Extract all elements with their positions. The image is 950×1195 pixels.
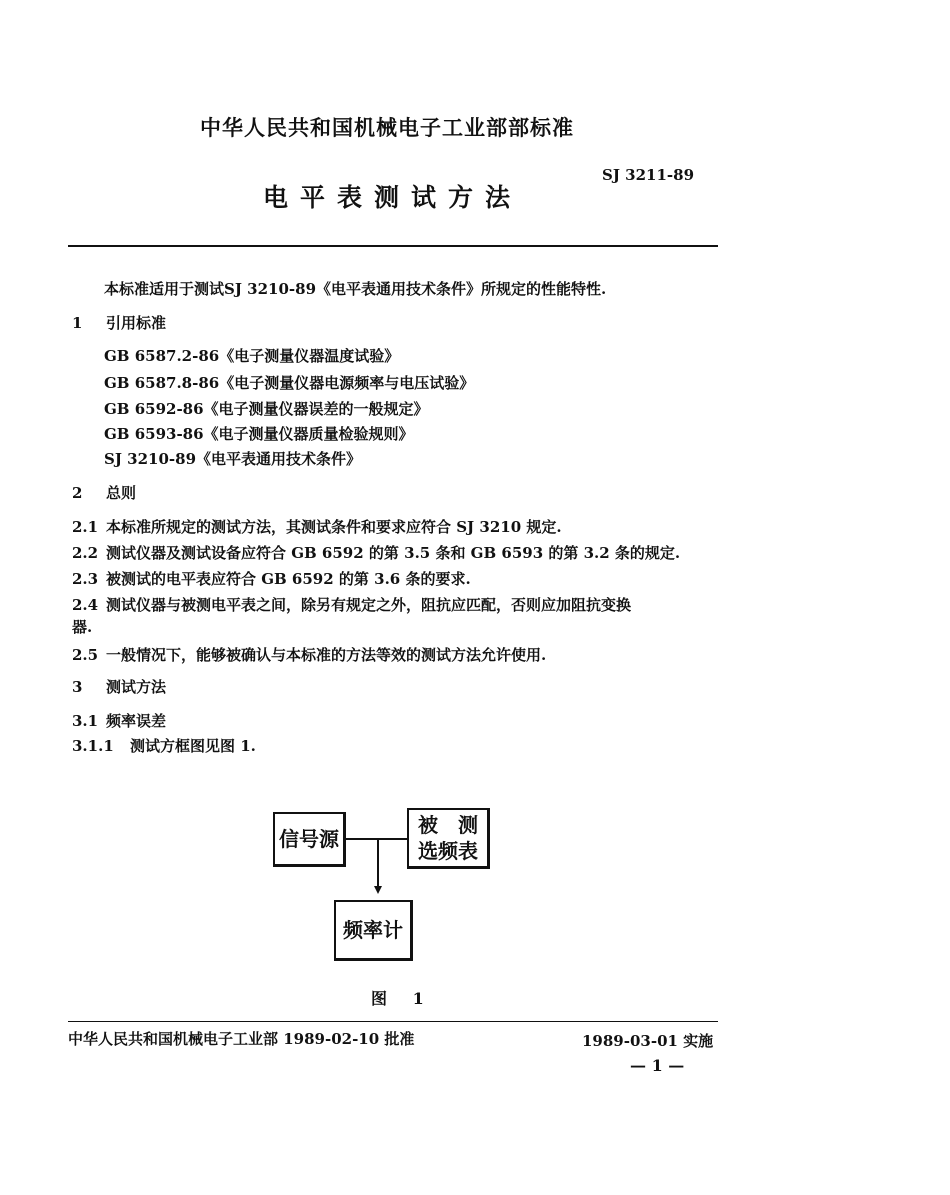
figure-caption: 图 1 [371,989,434,1008]
reference-item: SJ 3210-89《电平表通用技术条件》 [104,450,362,468]
signal-source-box: 信号源 [273,812,346,867]
approval-note: 中华人民共和国机械电子工业部 1989-02-10 批准 [68,1030,415,1048]
page-number: — 1 — [630,1056,685,1075]
reference-item: GB 6592-86《电子测量仪器误差的一般规定》 [104,400,429,418]
intro-paragraph: 本标准适用于测试SJ 3210-89《电平表通用技术条件》所规定的性能特性. [104,280,607,298]
connection-line [344,838,408,840]
effective-date: 1989-03-01 实施 [582,1032,714,1050]
clause-2-4-continuation: 器. [72,618,93,636]
clause-2-5: 2.5 一般情况下，能够被确认与本标准的方法等效的测试方法允许使用. [72,646,547,664]
section-number: 3 [72,678,83,696]
clause-2-1: 2.1 本标准所规定的测试方法，其测试条件和要求应符合 SJ 3210 规定. [72,518,562,536]
reference-item: GB 6593-86《电子测量仪器质量检验规则》 [104,425,414,443]
section-3-heading [72,676,166,697]
meter-box-line-2: 选频表 [418,839,478,863]
section-1-heading [72,312,166,333]
section-2-heading [72,482,136,503]
standard-code: SJ 3211-89 [602,166,694,184]
ministry-standard-heading: 中华人民共和国机械电子工业部部标准 [200,116,574,140]
footer-divider [68,1021,718,1022]
subsection-3-1: 3.1 频率误差 [72,712,167,730]
section-number: 2 [72,484,83,502]
reference-item: GB 6587.8-86《电子测量仪器电源频率与电压试验》 [104,374,475,392]
header-divider [68,245,718,247]
section-title: 测试方法 [106,678,167,696]
connection-line [377,838,379,888]
document-title: 电平表测试方法 [263,183,523,212]
clause-2-3: 2.3 被测试的电平表应符合 GB 6592 的第 3.6 条的要求. [72,570,471,588]
meter-box-line-1: 被 测 [418,813,478,837]
clause-2-4: 2.4 测试仪器与被测电平表之间，除另有规定之外，阻抗应匹配，否则应加阻抗变换 [72,596,632,614]
subsection-3-1-1: 3.1.1 测试方框图见图 1. [72,737,256,755]
section-title: 引用标准 [106,314,167,332]
frequency-counter-box: 频率计 [334,900,413,961]
reference-item: GB 6587.2-86《电子测量仪器温度试验》 [104,347,400,365]
clause-2-2: 2.2 测试仪器及测试设备应符合 GB 6592 的第 3.5 条和 GB 6593 的第 3.2 条的规定. [72,544,681,562]
meter-under-test-box [407,808,490,869]
section-title: 总则 [106,484,137,502]
section-number: 1 [72,314,83,332]
arrow-down-icon [374,886,382,894]
